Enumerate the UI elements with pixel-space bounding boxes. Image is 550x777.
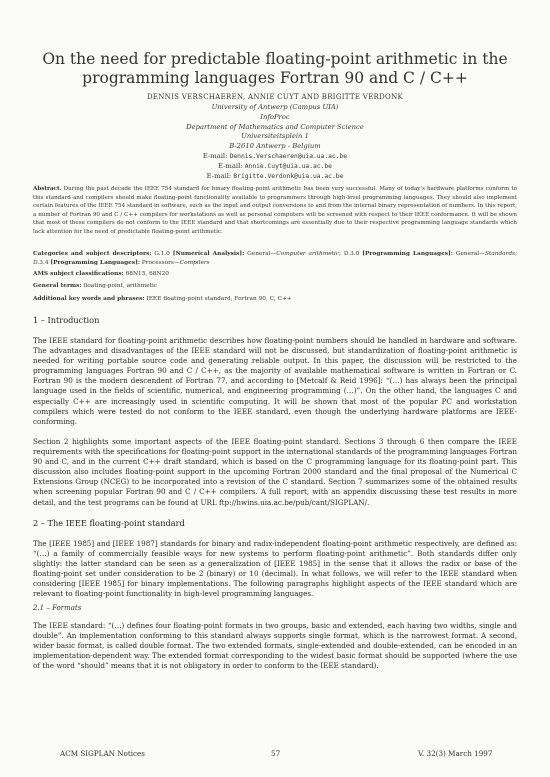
authors: DENNIS VERSCHAEREN, ANNIE CUYT AND BRIGITTE VERDONK: [146, 93, 404, 101]
categories-part: Processors—: [139, 259, 180, 266]
email-line: E-mail: Annie.Cuyt@uia.ua.ac.be: [218, 161, 332, 170]
page-number: 57: [271, 749, 281, 758]
paragraph: The IEEE standard: “(…) defines four floating-point formats in two groups, basic and extended, each having two widths, single and double”. An implementation conforming to this standard always supports single format, which is the narrowest format. A second, wider basic format, is called double format. The two extended formats, single-extended and double-extended, can be encoded in an implementation-dependent way. The extended format corresponding to the widest basic format should be supported (where the use of the word “should” means that it is not obligatory in order to conform to the IEEE standard).: [33, 621, 517, 671]
section-heading: 2 – The IEEE floating-point standard: [33, 518, 185, 528]
city: B-2610 Antwerp - Belgium: [229, 142, 321, 151]
paper-title: On the need for predictable floating-point arithmetic in the programming languages Fortran 90 and C / C++: [42, 50, 508, 87]
email-line: E-mail: Brigitte.Verdonk@uia.ua.ac.be: [206, 171, 344, 180]
categories-part: [Numerical Analysis]:: [172, 251, 245, 257]
categories-part: Standards: [484, 251, 516, 257]
categories-part: General—: [452, 251, 485, 257]
categories-part: General—: [244, 251, 277, 257]
paragraph: The IEEE standard for floating-point arithmetic describes how floating-point numbers should be handled in hardware and software. The advantages and disadvantages of the IEEE standard will not be discussed, but standardization of floating-point arithmetic is needed for writing portable source code and generating reliable output. In this paper, the discussion will be restricted to the programming languages Fortran 90 and C / C++, as the majority of available mathematical software is written in Fortran or C. Fortran 90 is the modern descendent of Fortran 77, and according to [Metcalf & Reid 1996]: “(…) has always been the principal language used in the fields of scientific, numerical, and engineering programming (…)”. On the other hand, the languages C and especially C++ are increasingly used in scientific computing. It will be shown that most of the popular PC and workstation compilers which were tested do not conform to the IEEE standard, even though the underlying hardware platforms are IEEE-conforming.: [33, 336, 517, 426]
categories-part: Compilers: [179, 259, 210, 266]
abstract-label: Abstract.: [33, 186, 62, 192]
categories-part: G.1.0: [151, 251, 173, 257]
section-heading: 1 – Introduction: [33, 315, 100, 325]
ams-classification: AMS subject classifications: 68N15, 68N20: [33, 271, 169, 277]
general-terms: General terms: floating-point, arithmetic: [33, 283, 158, 289]
paragraph: Section 2 highlights some important aspects of the IEEE floating-point standard. Sections 3 through 6 then compare the IEEE requirements with the specifications for floating-point support in the international standards of the programming languages Fortran 90 and C, and in the current C++ draft standard, which is based on the C programming language for its floating-point part. This discussion also includes floating-point support in the upcoming Fortran 2000 standard and the final proposal of the Numerical C Extensions Group (NCEG) to be incorporated into a revision of the C standard. Section 7 summarizes some of the obtained results when screening popular Fortran 90 and C / C++ compilers. A full report, with an appendix discussing these test results in more detail, and the test programs can be found at URL ftp://hwins.uia.ac.be/pub/cant/SIGPLAN/.: [33, 437, 518, 507]
categories-label: Categories and subject descriptors:: [33, 251, 152, 257]
keywords: Additional key words and phrases: IEEE floating-point standard, Fortran 90, C, C++: [33, 296, 292, 302]
street: Universiteitsplein 1: [241, 132, 309, 141]
group: InfoProc: [260, 112, 290, 121]
abstract-text: During the past decade the IEEE 754 standard for binary floating-point arithmetic has been very successful. Many of today's hardware platforms conform to this standard and compilers should make floating-point functionality available to programmers through high-level programming languages. They should also implement certain features of the IEEE 754 standard in software, such as the input and output conversions to and from the internal binary representation of numbers. In this report, a number of Fortran 90 and C / C++ compilers for workstations as well as personal computers will be screened with respect to their IEEE conformance. It will be shown that most of these compilers do not conform to the IEEE standard and that shortcomings are essentially due to their respective programming language standards which lack attention for the need of predictable floating-point arithmetic.: [33, 186, 518, 235]
affiliation: [33, 103, 517, 181]
university: University of Antwerp (Campus UIA): [211, 103, 339, 111]
email-link[interactable]: Dennis.Verschaeren@uia.ua.ac.be: [229, 152, 348, 160]
categories-part: [Programming Languages]:: [362, 251, 453, 257]
email-link[interactable]: Annie.Cuyt@uia.ua.ac.be: [244, 162, 332, 170]
footer-journal: ACM SIGPLAN Notices: [60, 749, 145, 758]
subsection-heading: 2.1 – Formats: [33, 604, 82, 612]
email-link[interactable]: Brigitte.Verdonk@uia.ua.ac.be: [233, 172, 344, 180]
categories-part: ; D.3.4: [33, 251, 518, 266]
categories-part: Computer arithmetic: [276, 251, 340, 257]
department: Department of Mathematics and Computer Science: [186, 122, 364, 131]
categories: [33, 250, 517, 267]
categories-part: [Programming Languages]:: [50, 259, 140, 266]
categories-part: ; D.3.0: [339, 251, 363, 257]
paragraph: The [IEEE 1985] and [IEEE 1987] standards for binary and radix-independent floating-point arithmetic respectively, are defined as: “(…) a family of commercially feasible ways for new systems to perform floating-point arithmetic”. Both standards differ only slightly: the latter standard can be seen as a generalization of [IEEE 1985] in the sense that it allows the radix or base of the floating-point set under consideration to be 2 (binary) or 10 (decimal). In what follows, we will refer to the IEEE standard when considering [IEEE 1985] for binary implementations. The following paragraphs highlight aspects of the IEEE standard which are relevant to floating-point functionality in high-level programming languages.: [33, 539, 517, 599]
abstract: [33, 185, 517, 236]
email-line: E-mail: Dennis.Verschaeren@uia.ua.ac.be: [202, 151, 348, 160]
footer-volume: V. 32(3) March 1997: [418, 749, 493, 758]
